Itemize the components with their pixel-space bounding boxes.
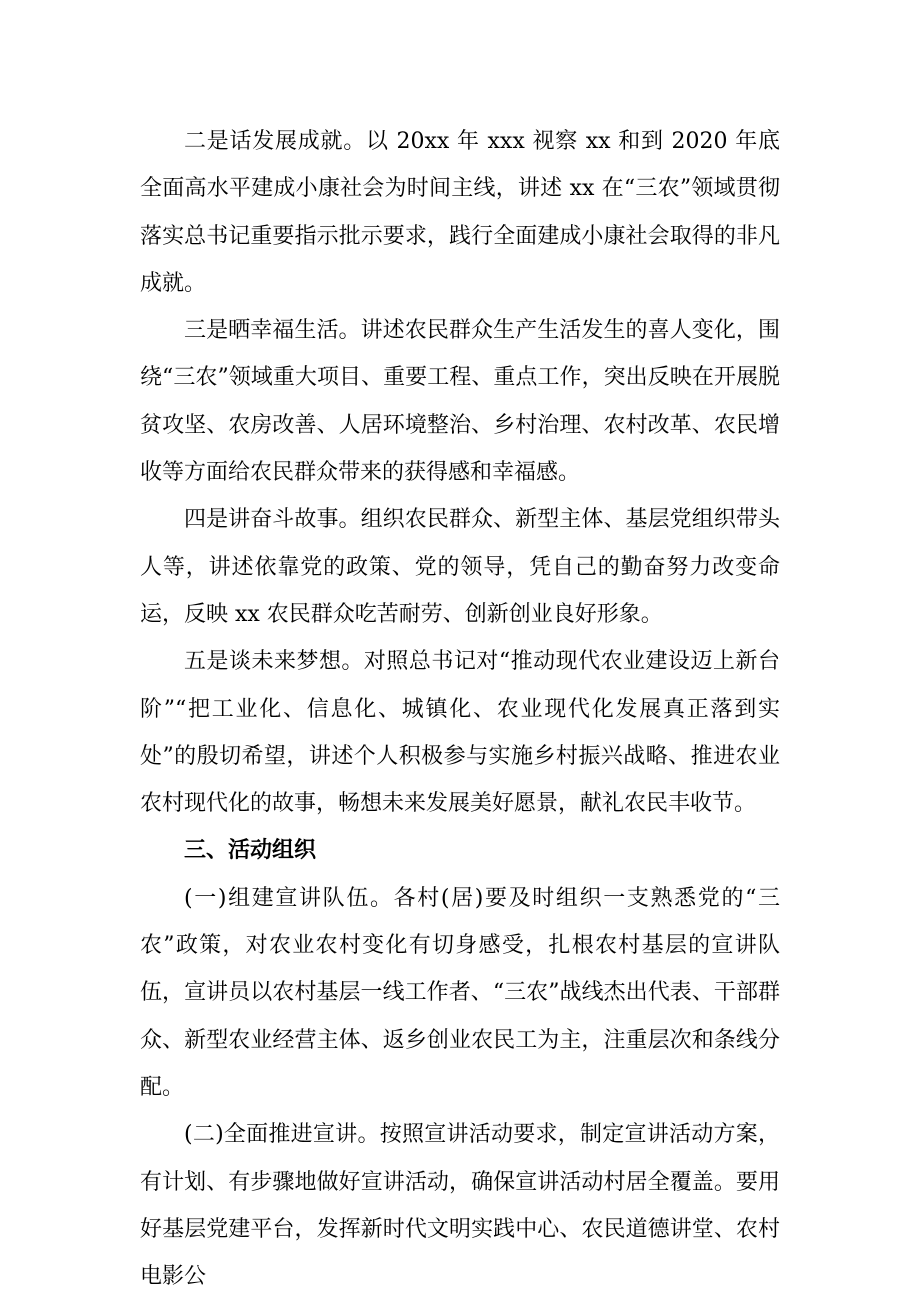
paragraph-future-dreams: 五是谈未来梦想。对照总书记对“推动现代农业建设迈上新台阶”“把工业化、信息化、城镇化、农业现代化发展真正落到实处”的殷切希望，讲述个人积极参与实施乡村振兴战略、推进农业农村现代化的故事，畅想未来发展美好愿景，献礼农民丰收节。 xyxy=(140,649,780,817)
paragraph-promote-lectures: (二)全面推进宣讲。按照宣讲活动要求，制定宣讲活动方案，有计划、有步骤地做好宣讲活动，确保宣讲活动村居全覆盖。要用好基层党建平台，发挥新时代文明实践中心、农民道德讲堂、农村电影公 xyxy=(140,1122,780,1290)
paragraph-happy-life: 三是晒幸福生活。讲述农民群众生产生活发生的喜人变化，围绕“三农”领域重大项目、重要工程、重点工作，突出反映在开展脱贫攻坚、农房改善、人居环境整治、乡村治理、农村改革、农民增收等方面给农民群众带来的获得感和幸福感。 xyxy=(140,318,780,486)
paragraph-struggle-stories: 四是讲奋斗故事。组织农民群众、新型主体、基层党组织带头人等，讲述依靠党的政策、党的领导，凭自己的勤奋努力改变命运，反映 xx 农民群众吃苦耐劳、创新创业良好形象。 xyxy=(140,507,780,627)
paragraph-build-team: (一)组建宣讲队伍。各村(居)要及时组织一支熟悉党的“三农”政策，对农业农村变化有切身感受，扎根农村基层的宣讲队伍，宣讲员以农村基层一线工作者、“三农”战线杰出代表、干部群众、新型农业经营主体、返乡创业农民工为主，注重层次和条线分配。 xyxy=(140,885,780,1100)
document-body xyxy=(140,118,780,1300)
section-heading-activity-organization: 三、活动组织 xyxy=(184,838,317,864)
paragraph-development-achievements: 二是话发展成就。以 20xx 年 xxx 视察 xx 和到 2020 年底全面高水平建成小康社会为时间主线，讲述 xx 在“三农”领域贯彻落实总书记重要指示批示要求，践行全面建成小康社会取得的非凡成就。 xyxy=(140,129,780,296)
